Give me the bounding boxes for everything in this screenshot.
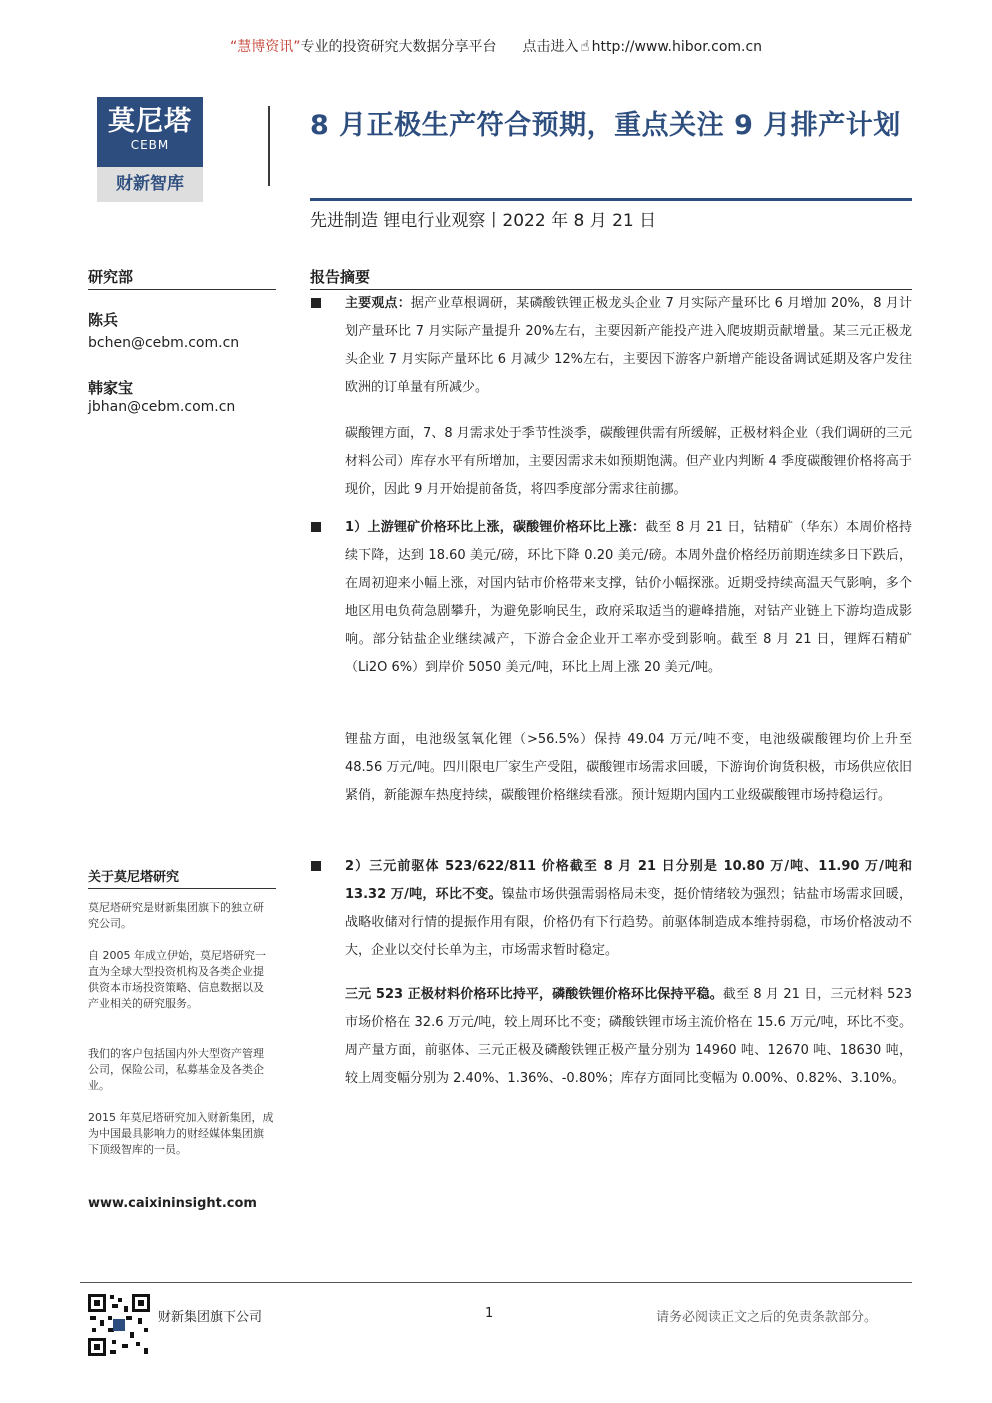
cebm-logo [97, 97, 203, 202]
about-paragraph: 2015 年莫尼塔研究加入财新集团，成为中国最具影响力的财经媒体集团旗下顶级智库的一员。 [88, 1111, 274, 1156]
paragraph-lead: 1）上游锂矿价格环比上涨，碳酸锂价格环比上涨： [345, 520, 646, 535]
paragraph-lead: 三元 523 正极材料价格环比持平，磷酸铁锂价格环比保持平稳。 [345, 987, 723, 1002]
paragraph-text: 镍盐市场供强需弱格局未变，挺价情绪较为强烈；钴盐市场需求回暖，战略收储对行情的提振作用有限，价格仍有下行趋势。前驱体制造成本维持弱稳，市场价格波动不大，企业以交付长单为主，市场需求暂时稳定。 [345, 887, 912, 958]
banner-click-text[interactable]: 点击进入 [522, 39, 579, 55]
qr-code-icon [86, 1292, 152, 1358]
title-rule [310, 198, 912, 201]
report-title: 8 月正极生产符合预期，重点关注 9 月排产计划 [310, 110, 901, 141]
bullet-icon [311, 522, 321, 532]
author-name: 韩家宝 [88, 379, 134, 397]
summary-paragraph [345, 981, 912, 1093]
author-name: 陈兵 [88, 311, 119, 329]
paragraph-text: 锂盐方面，电池级氢氧化锂（>56.5%）保持 49.04 万元/吨不变，电池级碳酸锂均价上升至 48.56 万元/吨。四川限电厂家生产受阻，碳酸锂市场需求回暖，下游询价询货积极，市场供应依旧紧俏，新能源车热度持续，碳酸锂价格继续看涨。预计短期内国内工业级碳酸锂市场持稳运行。 [345, 732, 912, 803]
footer-rule [80, 1282, 912, 1283]
header-divider [268, 106, 270, 186]
banner-tagline: 专业的投资研究大数据分享平台 [300, 39, 497, 55]
website-link[interactable]: www.caixininsight.com [88, 1196, 257, 1211]
paragraph-text: 截至 8 月 21 日，三元材料 523 市场价格在 32.6 万元/吨，较上周环比不变；磷酸铁锂市场主流价格在 15.6 万元/吨，环比不变。周产量方面，前驱体、三元正极及磷酸铁锂正极产量分别为 14960 吨、12670 吨、18630 吨，较上周变幅分别为 2.40%、1.36%、-0.80%；库存方面同比变幅为 0.00%、0.82%、3.10%。 [345, 987, 912, 1086]
footer-disclaimer: 请务必阅读正文之后的免责条款部分。 [656, 1310, 878, 1325]
banner-brand: “慧博资讯” [229, 39, 301, 55]
about-paragraph: 莫尼塔研究是财新集团旗下的独立研究公司。 [88, 901, 264, 930]
author-email[interactable]: jbhan@cebm.com.cn [88, 399, 236, 415]
about-paragraph: 自 2005 年成立伊始，莫尼塔研究一直为全球大型投资机构及各类企业提供资本市场投资策略、信息数据以及产业相关的研究服务。 [88, 949, 266, 1010]
summary-paragraph [345, 290, 912, 402]
logo-cn-text: 莫尼塔 [108, 106, 192, 137]
logo-sub-text: 财新智库 [97, 167, 203, 202]
bullet-icon [311, 861, 321, 871]
paragraph-text: 截至 8 月 21 日，钴精矿（华东）本周价格持续下降，达到 18.60 美元/磅，环比下降 0.20 美元/磅。本周外盘价格经历前期连续多日下跌后，在周初迎来小幅上涨，对国内钴市价格带来支撑，钴价小幅探涨。近期受持续高温天气影响，多个地区用电负荷急剧攀升，为避免影响民生，政府采取适当的避峰措施，对钴产业链上下游均造成影响。部分钴盐企业继续减产，下游合金企业开工率亦受到影响。截至 8 月 21 日，锂辉石精矿（Li2O 6%）到岸价 5050 美元/吨，环比上周上涨 20 美元/吨。 [345, 520, 912, 675]
about-rule [88, 888, 276, 889]
report-subtitle: 先进制造 锂电行业观察丨2022 年 8 月 21 日 [310, 211, 657, 231]
paragraph-lead: 主要观点： [345, 296, 411, 311]
paragraph-text: 据产业草根调研，某磷酸铁锂正极龙头企业 7 月实际产量环比 6 月增加 20%，8 月计划产量环比 7 月实际产量提升 20%左右，主要因新产能投产进入爬坡期贡献增量。某三元正极龙头企业 7 月实际产量环比 6 月减少 12%左右，主要因下游客户新增产能设备调试延期及客户发往欧洲的订单量有所减少。 [345, 296, 912, 395]
page-number: 1 [485, 1306, 494, 1321]
footer-company: 财新集团旗下公司 [158, 1310, 263, 1325]
author-email[interactable]: bchen@cebm.com.cn [88, 335, 240, 351]
banner-url-link[interactable]: http://www.hibor.com.cn [591, 39, 763, 55]
about-heading: 关于莫尼塔研究 [88, 870, 180, 885]
logo-en-text: CEBM [130, 138, 170, 152]
about-paragraph: 我们的客户包括国内外大型资产管理公司，保险公司，私募基金及各类企业。 [88, 1047, 264, 1092]
summary-paragraph [345, 853, 912, 965]
paragraph-text: 碳酸锂方面，7、8 月需求处于季节性淡季，碳酸锂供需有所缓解，正极材料企业（我们调研的三元材料公司）库存水平有所增加，主要因需求未如预期饱满。但产业内判断 4 季度碳酸锂价格将高于现价，因此 9 月开始提前备货，将四季度部分需求往前挪。 [345, 426, 912, 497]
summary-paragraph [345, 420, 912, 504]
summary-paragraph [345, 726, 912, 810]
bullet-icon [311, 298, 321, 308]
paragraph-lead: 2）三元前驱体 523/622/811 价格截至 8 月 21 日分别是 10.80 万/吨、11.90 万/吨和 13.32 万/吨，环比不变。 [345, 859, 912, 902]
dept-heading: 研究部 [88, 268, 134, 286]
top-banner [0, 36, 992, 56]
pointer-hand-icon: ☝ [580, 37, 590, 55]
sidebar-rule [88, 289, 276, 290]
summary-paragraph [345, 514, 912, 682]
summary-heading: 报告摘要 [310, 268, 371, 286]
